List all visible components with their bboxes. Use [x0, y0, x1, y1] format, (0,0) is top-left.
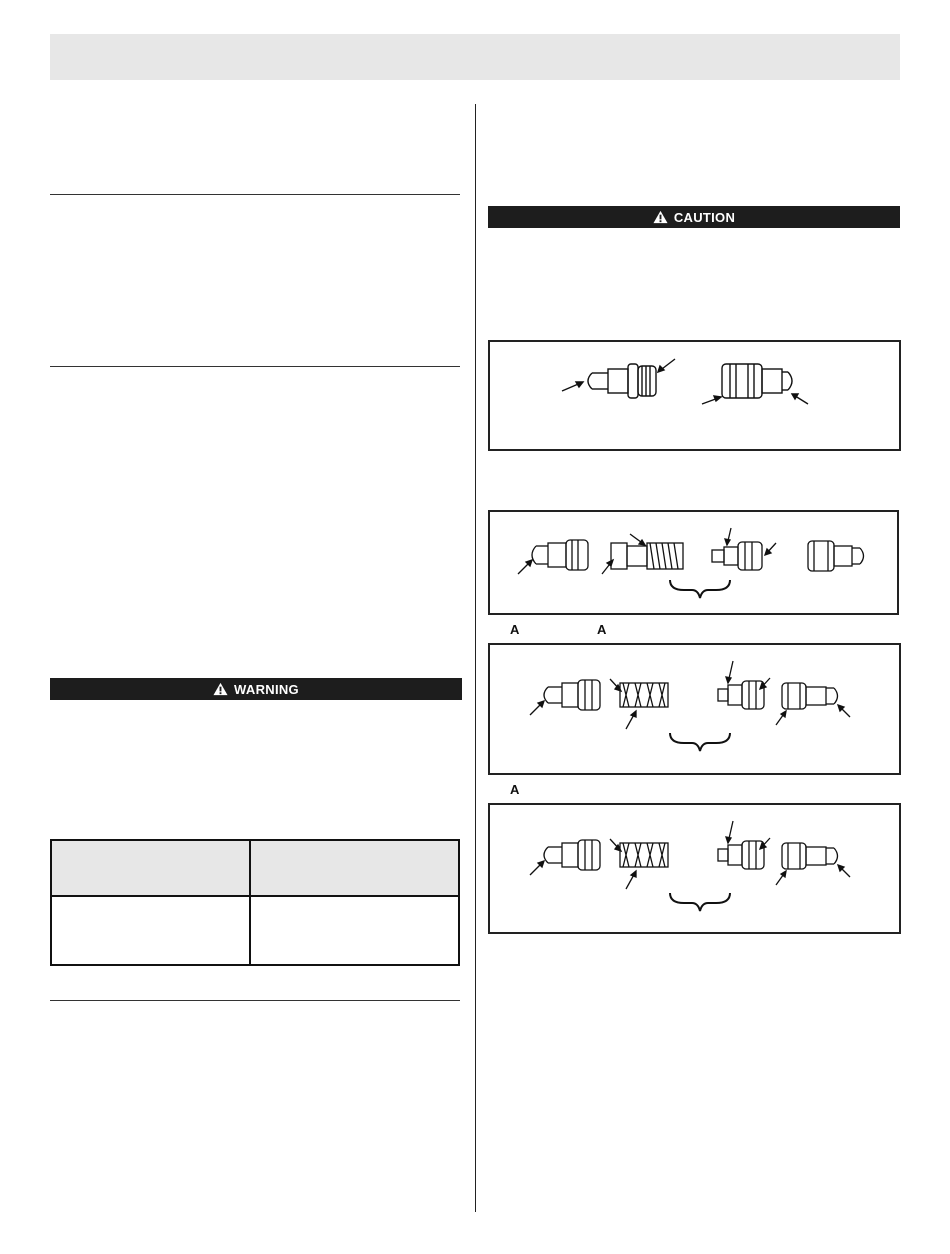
- caution-label: CAUTION: [673, 209, 736, 225]
- figure-label: A: [597, 622, 607, 637]
- coupler-illustration: [490, 805, 903, 936]
- coupler-figure-4: [488, 803, 901, 934]
- section-rule: [50, 366, 460, 367]
- warning-banner: [50, 678, 462, 700]
- warning-label: WARNING: [234, 681, 299, 697]
- figure-label: A: [510, 782, 520, 797]
- table-header-row: [52, 841, 458, 897]
- coupler-figure-3: [488, 643, 901, 775]
- section-rule: [50, 194, 460, 195]
- coupler-figure-2: [488, 510, 899, 615]
- warning-triangle-icon: [213, 682, 228, 696]
- warning-triangle-icon: [653, 210, 668, 224]
- coupler-illustration: [490, 512, 901, 617]
- specification-table: [50, 839, 460, 966]
- figure-label: A: [510, 622, 520, 637]
- coupler-illustration: [490, 645, 903, 777]
- section-rule: [50, 1000, 460, 1001]
- coupler-illustration: [490, 342, 903, 453]
- caution-banner: [488, 206, 900, 228]
- column-divider: [475, 104, 476, 1212]
- header-bar: [50, 34, 900, 80]
- table-column-divider: [249, 841, 251, 964]
- coupler-figure-1: [488, 340, 901, 451]
